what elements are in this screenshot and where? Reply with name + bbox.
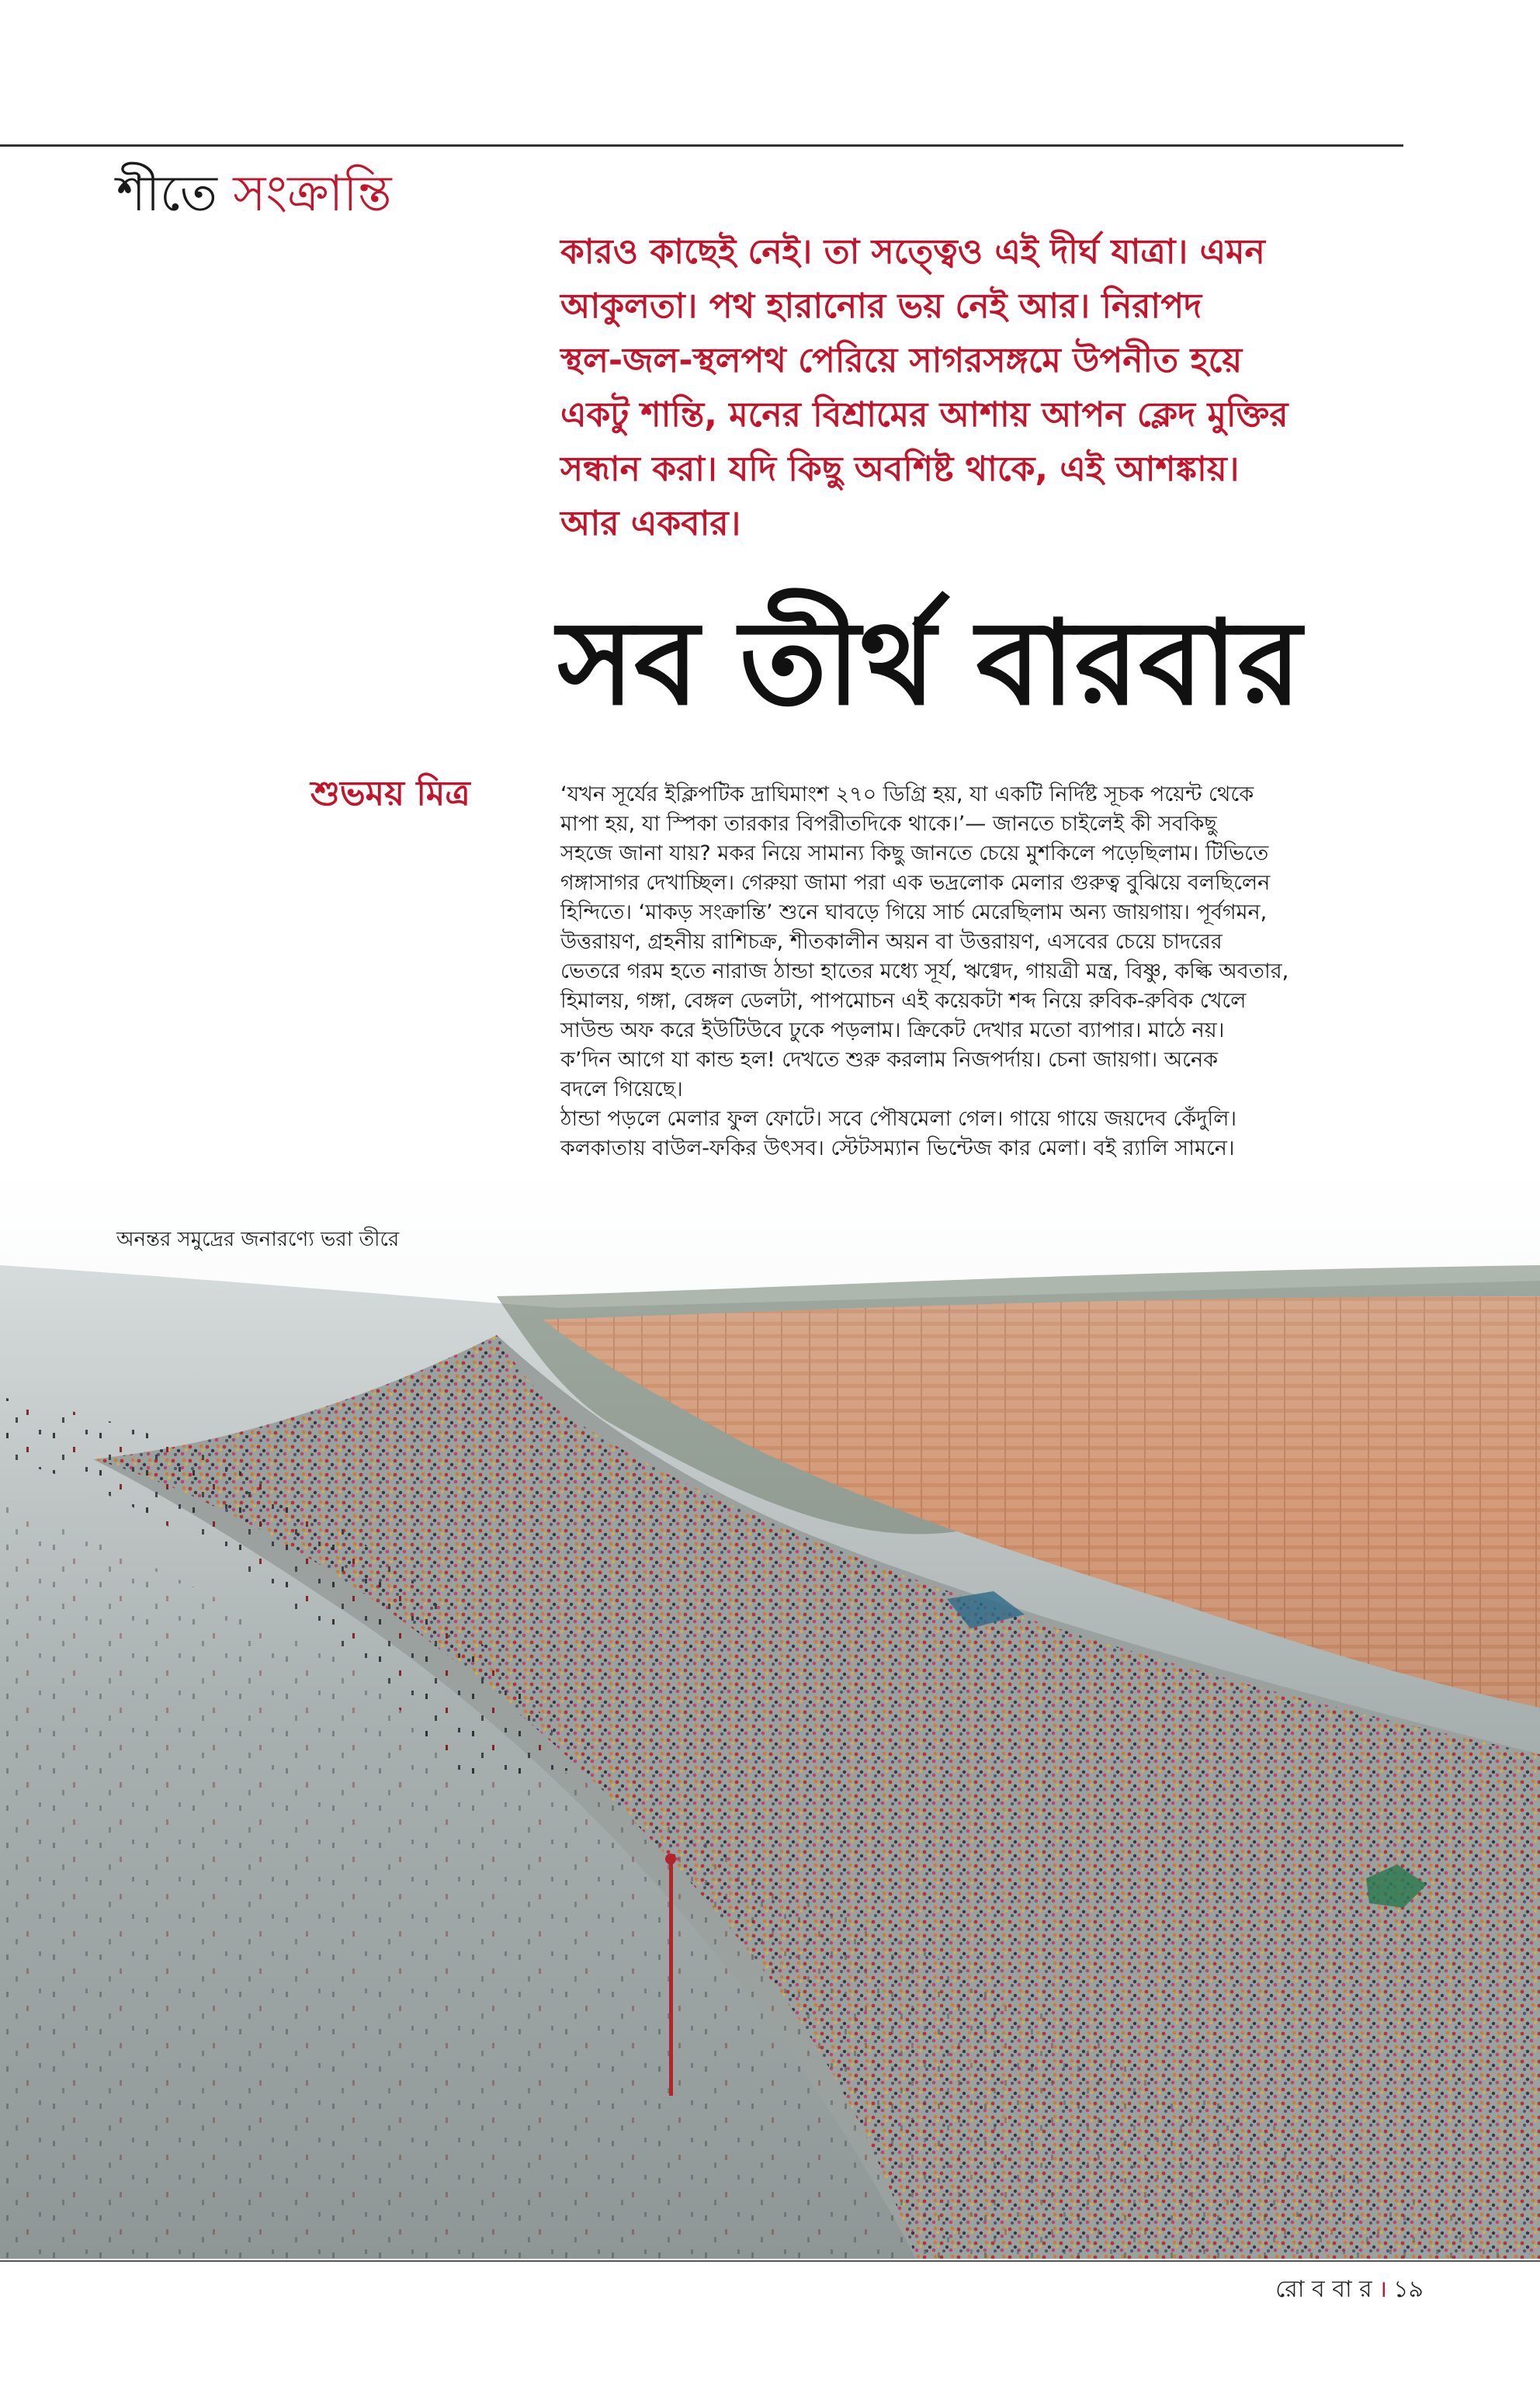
byline: শুভময় মিত্র [310, 774, 470, 813]
folio-separator: । [1378, 2276, 1388, 2303]
top-rule [0, 144, 1403, 147]
body-line: সাউন্ড অফ করে ইউটিউবে ঢুকে পড়লাম। ক্রিকেট দেখার মতো ব্যাপার। মাঠে নয়। [560, 1018, 1225, 1042]
photo-caption: অনন্তর সমুদ্রের জনারণ্যে ভরা তীরে [116, 1228, 400, 1251]
footer-rule [0, 2260, 1540, 2262]
page-number: ১৯ [1393, 2276, 1424, 2303]
body-line: গঙ্গাসাগর দেখাচ্ছিল। গেরুয়া জামা পরা এক ভদ্রলোক মেলার গুরুত্ব বুঝিয়ে বলছিলেন [560, 871, 1271, 895]
body-line: ‘যখন সূর্যের ইক্লিপটিক দ্রাঘিমাংশ ২৭০ ডিগ্রি হয়, যা একটি নির্দিষ্ট সূচক পয়েন্ট থেকে [560, 782, 1254, 806]
magazine-name: রো ব বা র [1275, 2276, 1372, 2303]
body-line: হিমালয়, গঙ্গা, বেঙ্গল ডেলটা, পাপমোচন এই কয়েকটা শব্দ নিয়ে রুবিক-রুবিক খেলে [560, 989, 1247, 1013]
body-line: ভেতরে গরম হতে নারাজ ঠান্ডা হাতের মধ্যে সূর্য, ঋগ্বেদ, গায়ত্রী মন্ত্র, বিষ্ণু, কল্কি অবতার, [560, 959, 1289, 983]
body-line: কলকাতায় বাউল-ফকির উৎসব। স্টেটসম্যান ভিন্টেজ কার মেলা। বই র‍্যালি সামনে। [560, 1136, 1235, 1160]
standfirst-line: সন্ধান করা। যদি কিছু অবশিষ্ট থাকে, এই আশঙ্কায়। [560, 449, 1240, 489]
article-body [560, 780, 1414, 1193]
folio [1275, 2274, 1424, 2305]
standfirst-line: একটু শান্তি, মনের বিশ্রামের আশায় আপন ক্লেদ মুক্তির [560, 395, 1289, 435]
body-line: উত্তরায়ণ, গ্রহনীয় রাশিচক্র, শীতকালীন অয়ন বা উত্তরায়ণ, এসবের চেয়ে চাদরের [560, 930, 1223, 954]
standfirst-line: আর একবার। [560, 504, 741, 543]
body-line: ক’দিন আগে যা কান্ড হল! দেখতে শুরু করলাম নিজপর্দায়। চেনা জায়গা। অনেক [560, 1048, 1219, 1072]
headline: সব তীর্থ বারবার [557, 596, 1302, 731]
body-line: মাপা হয়, যা স্পিকা তারকার বিপরীতদিকে থাকে।’— জানতে চাইলেই কী সবকিছু [560, 812, 1217, 836]
section-label-part2: সংক্রান্তি [233, 165, 392, 223]
body-line: সহজে জানা যায়? মকর নিয়ে সামান্য কিছু জানতে চেয়ে মুশকিলে পড়েছিলাম। টিভিতে [560, 841, 1269, 865]
section-label-part1: শীতে [116, 165, 217, 223]
standfirst-line: স্থল-জল-স্থলপথ পেরিয়ে সাগরসঙ্গমে উপনীত হয়ে [560, 341, 1243, 380]
standfirst-line: আকুলতা। পথ হারানোর ভয় নেই আর। নিরাপদ [560, 286, 1202, 326]
body-line: বদলে গিয়েছে। [560, 1077, 683, 1101]
body-line: হিন্দিতে। ‘মাকড় সংক্রান্তি’ শুনে ঘাবড়ে গিয়ে সার্চ মেরেছিলাম অন্য জায়গায়। পূর্বগমন, [560, 900, 1268, 924]
section-label [116, 163, 392, 225]
body-line: ঠান্ডা পড়লে মেলার ফুল ফোটে। সবে পৌষমেলা গেল। গায়ে গায়ে জয়দেব কেঁদুলি। [560, 1107, 1237, 1131]
standfirst [560, 225, 1414, 551]
aerial-photo [0, 1164, 1540, 2259]
aerial-photo-illustration [0, 1164, 1540, 2259]
standfirst-line: কারও কাছেই নেই। তা সত্ত্বেও এই দীর্ঘ যাত্রা। এমন [560, 232, 1265, 272]
